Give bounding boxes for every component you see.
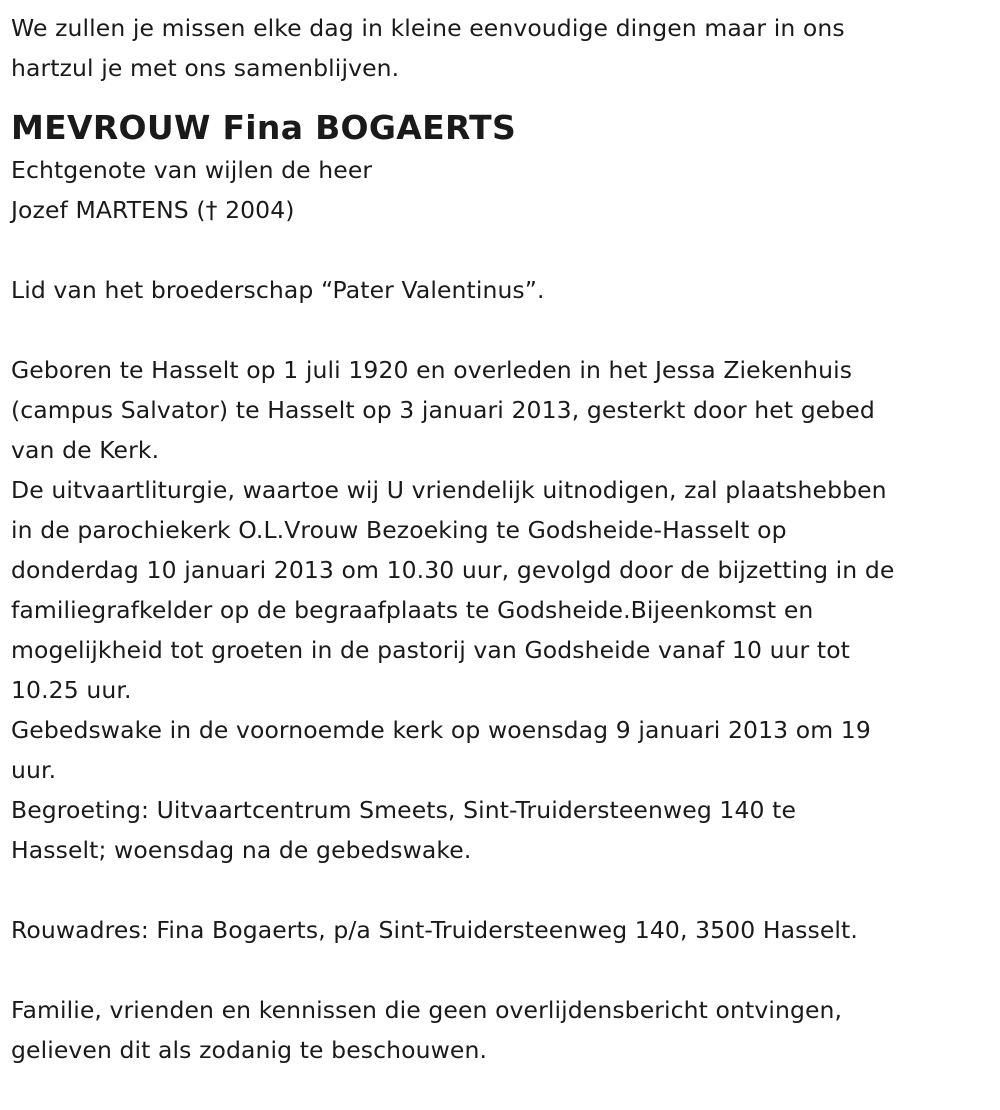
spacer	[11, 870, 990, 910]
funeral-line: familiegrafkelder op de begraafplaats te Godsheide.Bijeenkomst en	[11, 596, 814, 624]
funeral-line: mogelijkheid tot groeten in de pastorij van Godsheide vanaf 10 uur tot	[11, 636, 850, 664]
birth-death-line: van de Kerk.	[11, 436, 160, 464]
funeral-line: in de parochiekerk O.L.Vrouw Bezoeking te Godsheide-Hasselt op	[11, 516, 787, 544]
greeting-line: Hasselt; woensdag na de gebedswake.	[11, 836, 472, 864]
spouse-line: Echtgenote van wijlen de heer	[11, 156, 373, 184]
membership-line: Lid van het broederschap “Pater Valentinus”.	[11, 276, 545, 304]
closing-line: gelieven dit als zodanig te beschouwen.	[11, 1036, 488, 1064]
spacer	[11, 230, 990, 270]
spouse-line: Jozef MARTENS († 2004)	[11, 196, 295, 224]
vigil-line: Gebedswake in de voornoemde kerk op woensdag 9 januari 2013 om 19	[11, 716, 871, 744]
greeting-line: Begroeting: Uitvaartcentrum Smeets, Sint-Truidersteenweg 140 te	[11, 796, 797, 824]
intro-line: We zullen je missen elke dag in kleine eenvoudige dingen maar in ons	[11, 14, 845, 42]
intro-line: hartzul je met ons samenblijven.	[11, 54, 400, 82]
birth-death-line: (campus Salvator) te Hasselt op 3 januari 2013, gesterkt door het gebed	[11, 396, 875, 424]
deceased-name-title: MEVROUW Fina BOGAERTS	[11, 108, 517, 147]
funeral-line: De uitvaartliturgie, waartoe wij U vriendelijk uitnodigen, zal plaatshebben	[11, 476, 887, 504]
spacer	[11, 310, 990, 350]
funeral-line: donderdag 10 januari 2013 om 10.30 uur, gevolgd door de bijzetting in de	[11, 556, 895, 584]
birth-death-line: Geboren te Hasselt op 1 juli 1920 en overleden in het Jessa Ziekenhuis	[11, 356, 853, 384]
funeral-line: 10.25 uur.	[11, 676, 132, 704]
vigil-line: uur.	[11, 756, 57, 784]
mourning-address: Rouwadres: Fina Bogaerts, p/a Sint-Truidersteenweg 140, 3500 Hasselt.	[11, 916, 858, 944]
spacer	[11, 950, 990, 990]
closing-line: Familie, vrienden en kennissen die geen overlijdensbericht ontvingen,	[11, 996, 843, 1024]
